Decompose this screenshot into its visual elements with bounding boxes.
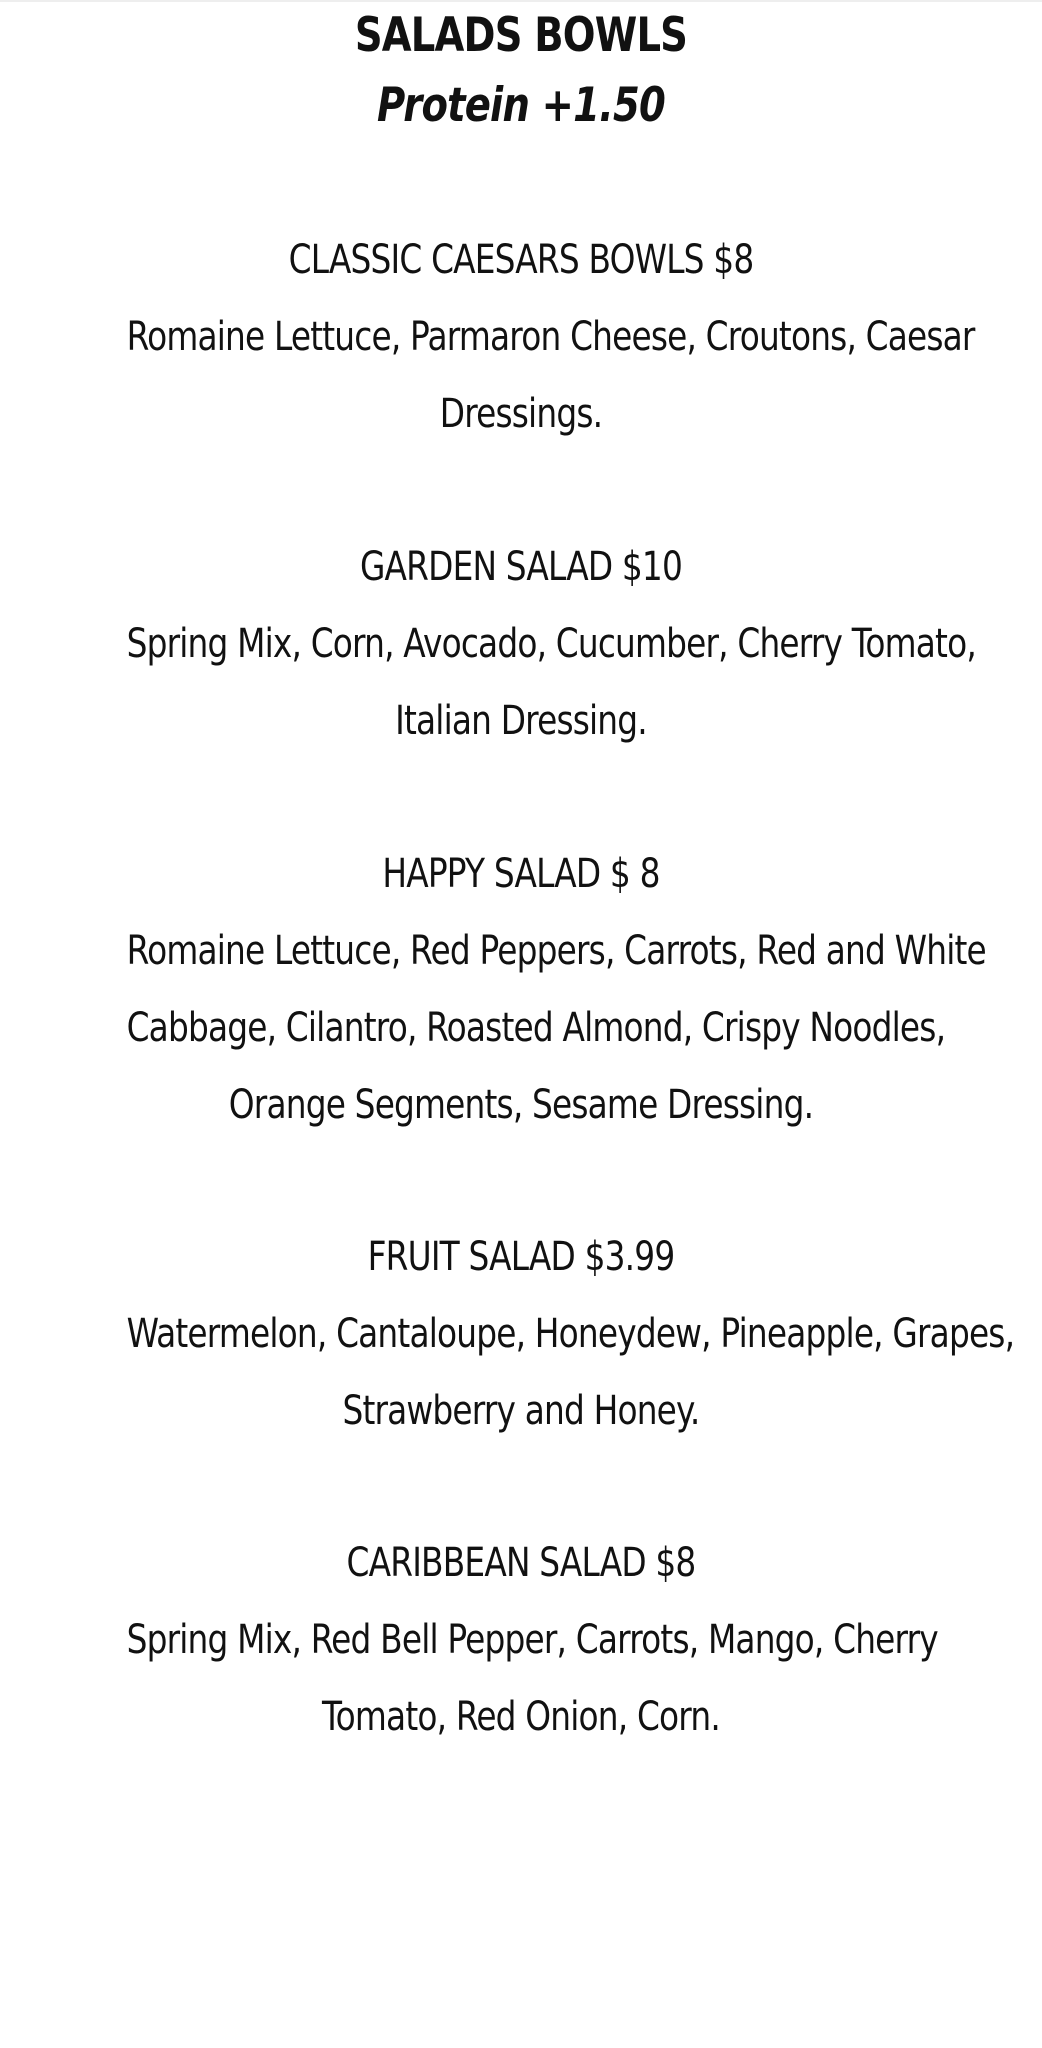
top-divider [0,0,1042,2]
menu-item-description-line: Romaine Lettuce, Parmaron Cheese, Croutons, Caesar [126,314,975,360]
menu-item-description [126,299,975,453]
menu-item-description-line: Orange Segments, Sesame Dressing. [228,1082,814,1128]
menu-item-description [126,1602,938,1756]
menu-item-description [126,1296,1015,1450]
menu-item-description [126,606,976,760]
menu-item-description-line: Watermelon, Cantaloupe, Honeydew, Pineapple, Grapes, [126,1311,1015,1357]
menu-item-description [126,913,986,1144]
section-subtitle: Protein +1.50 [377,78,665,133]
menu-item [40,836,1002,1144]
menu-item-name: FRUIT SALAD $3.99 [367,1234,675,1280]
menu-item-description-line: Spring Mix, Corn, Avocado, Cucumber, Cherry Tomato, [126,621,976,667]
menu-item-name: GARDEN SALAD $10 [359,544,683,590]
menu-item-name: CLASSIC CAESARS BOWLS $8 [288,237,754,283]
menu-item [40,222,1002,453]
menu-item-description-line: Strawberry and Honey. [342,1388,700,1434]
menu-item-description-line: Tomato, Red Onion, Corn. [322,1694,720,1740]
menu-item-description-line: Dressings. [439,391,603,437]
menu-item-name: HAPPY SALAD $ 8 [382,851,660,897]
section-title: SALADS BOWLS [354,8,688,63]
menu-item-description-line: Italian Dressing. [395,698,647,744]
menu-item-description-line: Spring Mix, Red Bell Pepper, Carrots, Mango, Cherry [126,1617,938,1663]
menu-item [40,529,1002,760]
menu-item [40,1525,1002,1756]
menu-item-name: CARIBBEAN SALAD $8 [346,1540,696,1586]
menu-item-description-line: Cabbage, Cilantro, Roasted Almond, Crispy Noodles, [126,1005,946,1051]
menu-item [40,1219,1015,1450]
menu-item-description-line: Romaine Lettuce, Red Peppers, Carrots, Red and White [126,928,986,974]
